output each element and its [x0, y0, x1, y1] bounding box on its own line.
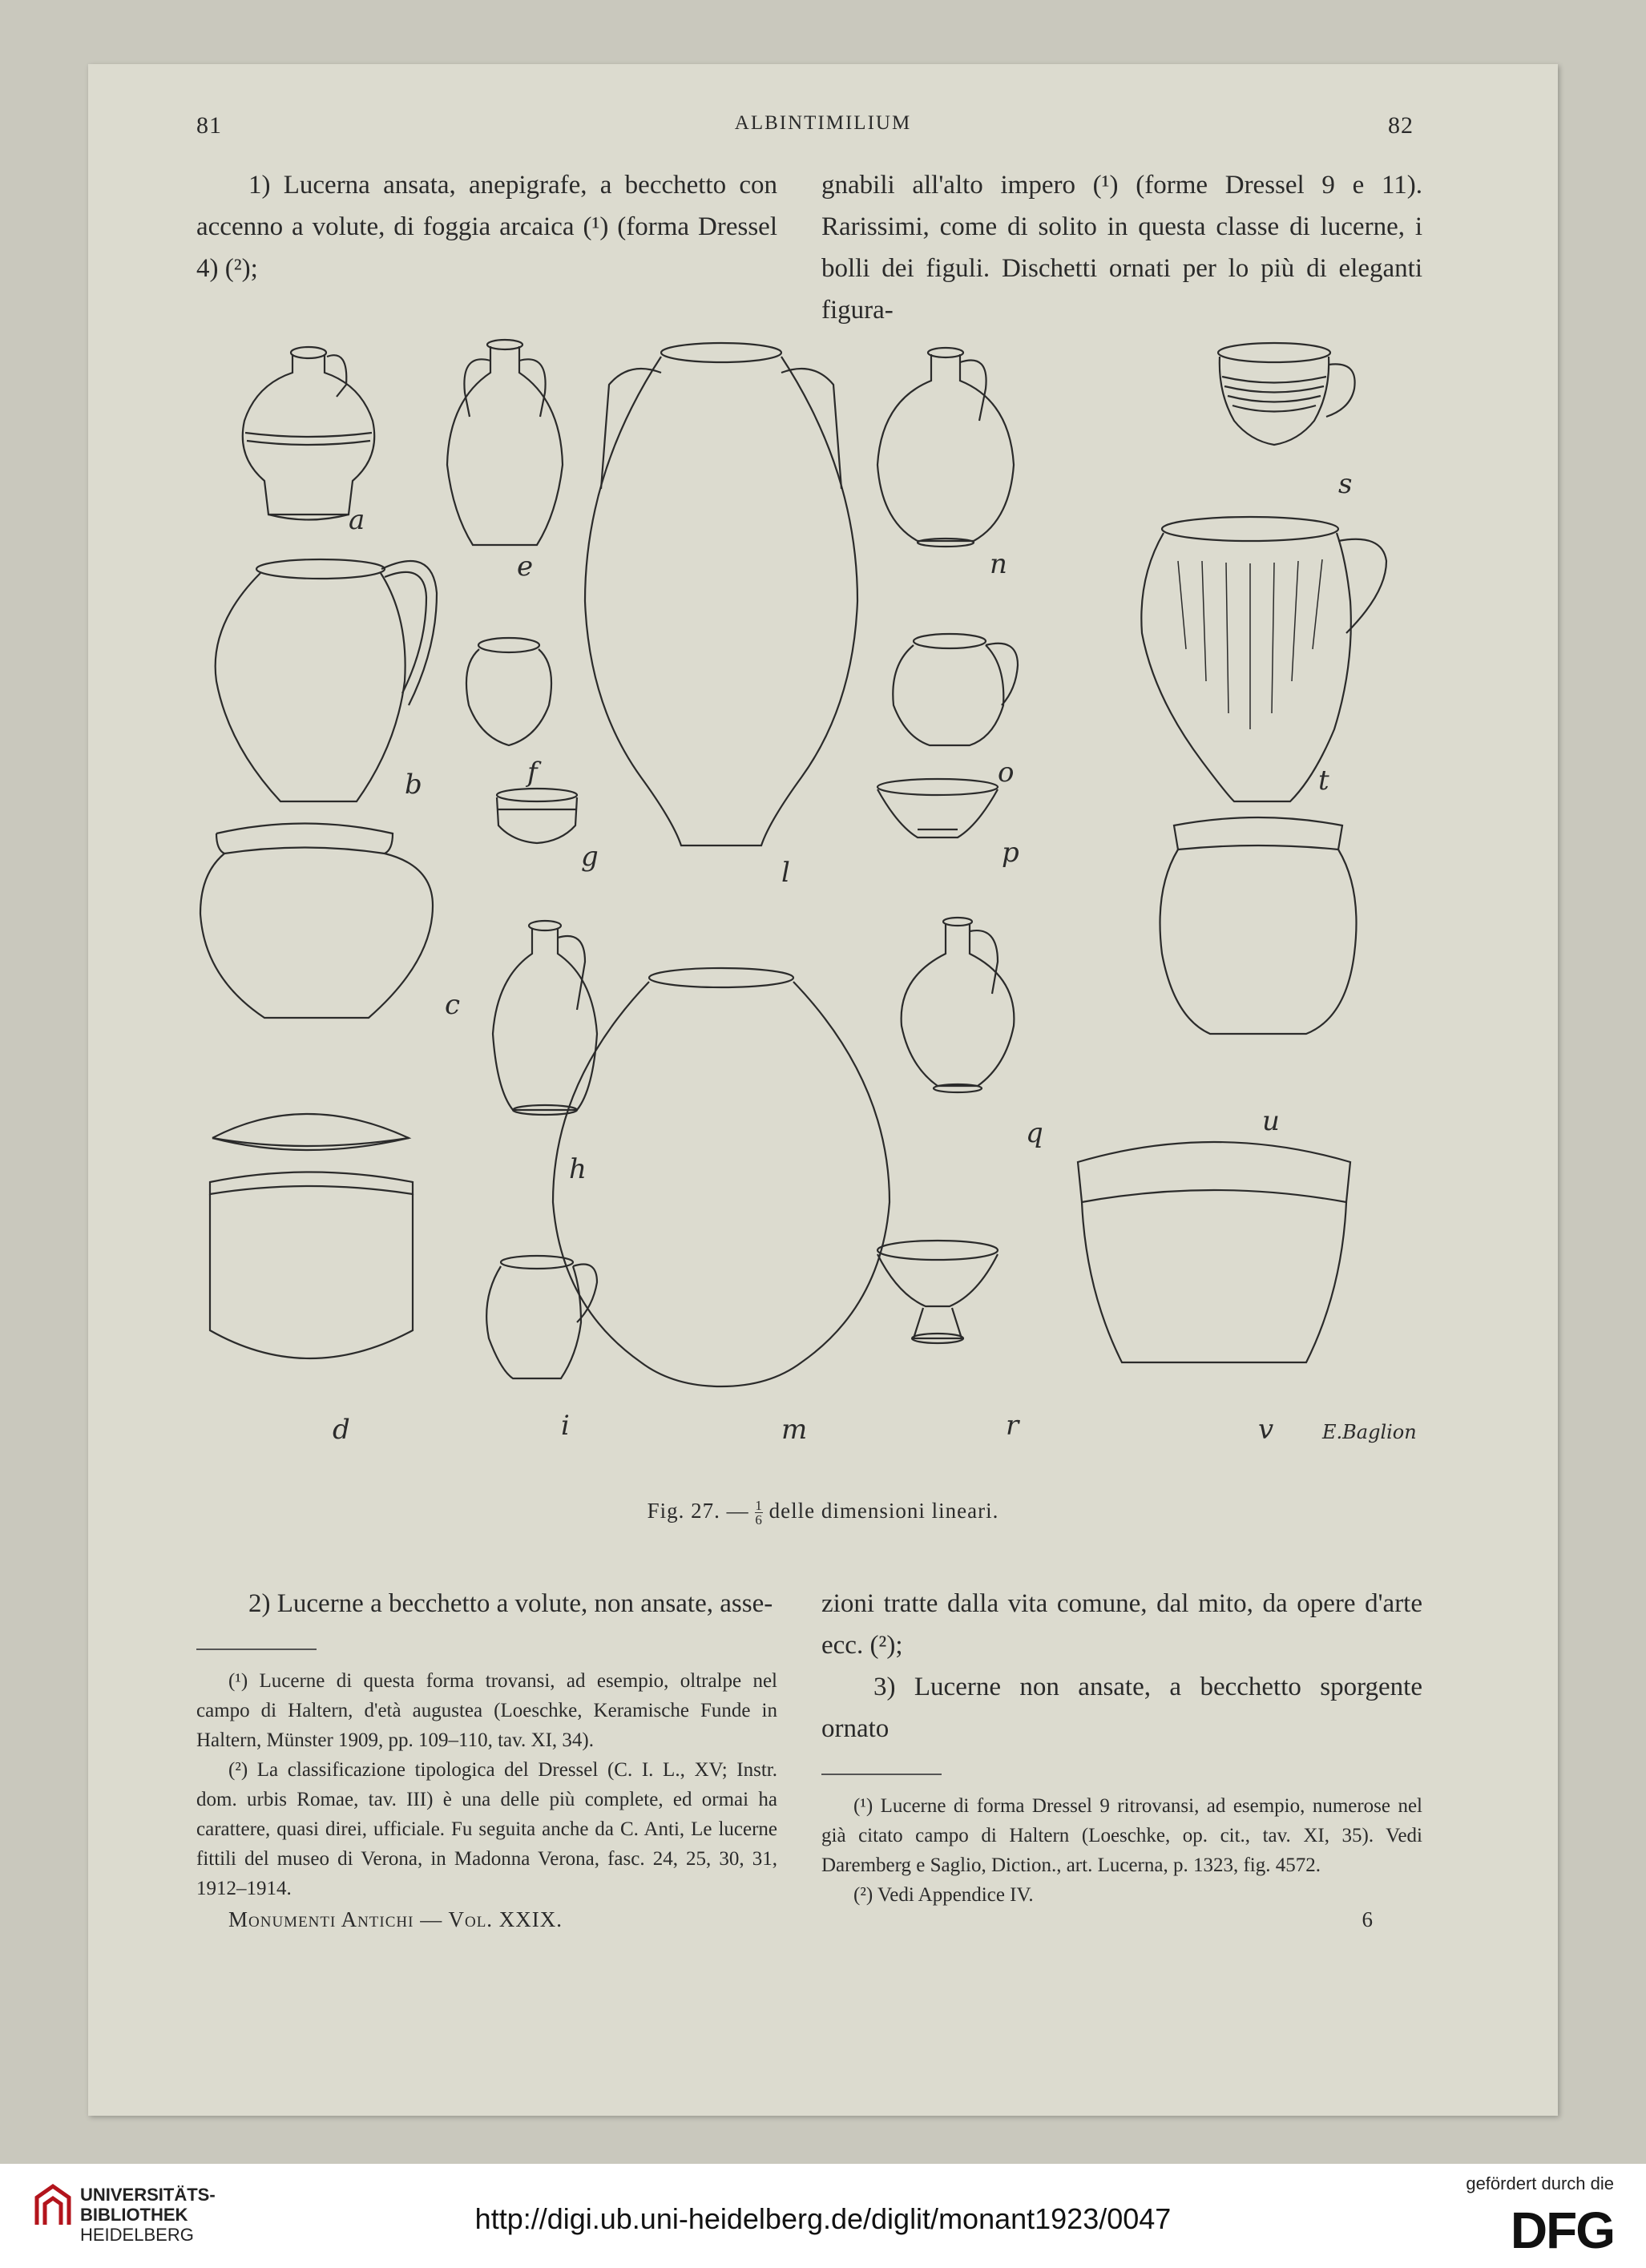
label-l: l	[781, 857, 790, 889]
vessel-d	[210, 1114, 413, 1358]
label-v: v	[1258, 1414, 1274, 1446]
funding-label: gefördert durch die	[1466, 2173, 1614, 2193]
label-b: b	[405, 769, 422, 801]
footnote-2-right: (²) Vedi Appendice IV.	[853, 1884, 1034, 1906]
vessel-q	[902, 918, 1015, 1092]
bottom-left-column	[196, 1583, 777, 1903]
label-e: e	[517, 551, 534, 583]
vessel-a	[243, 347, 374, 520]
footnote-1-right: (¹) Lucerne di forma Dressel 9 ritrovansi, ad esempio, numerose nel già citato campo di Haltern (Loeschke, op. cit., tav. XI, 35). Vedi Daremberg e Saglio, Diction., art. Lucerna, p. 1323, fig. 4572.	[821, 1795, 1422, 1876]
journal-footer: Monumenti Antichi — Vol. XXIX.	[228, 1907, 563, 1931]
paragraph-lucerna-1: 1) Lucerna ansata, anepigrafe, a becchetto con accenno a volute, di foggia arcaica (¹) (forma Dressel 4) (²);	[196, 171, 777, 283]
label-s: s	[1338, 468, 1353, 500]
vessel-p	[877, 779, 998, 837]
bottom-right-column	[821, 1583, 1422, 1910]
running-title: ALBINTIMILIUM	[734, 112, 912, 134]
vessel-o	[893, 634, 1018, 745]
vessel-g	[497, 789, 577, 843]
paragraph-continuation-2: zioni tratte dalla vita comune, dal mito, da opere d'arte ecc. (²);	[821, 1589, 1422, 1660]
paragraph-continuation: gnabili all'alto impero (¹) (forme Dressel 9 e 11). Rarissimi, come di solito in questa classe di lucerne, i bolli dei figuli. Dischetti ornati per lo più di eleganti figura-	[821, 171, 1422, 325]
vessel-n	[877, 348, 1014, 547]
label-t: t	[1318, 765, 1329, 797]
label-u: u	[1262, 1105, 1280, 1137]
vessel-e	[447, 340, 563, 545]
top-left-column	[196, 164, 777, 289]
illustrator-signature: E.Baglion	[1322, 1421, 1417, 1443]
label-p: p	[1002, 837, 1019, 869]
dfg-logo[interactable]: DFG	[1510, 2201, 1614, 2259]
vessel-m	[553, 968, 890, 1386]
figure-caption	[0, 1499, 1646, 1527]
signature-number: 6	[1362, 1907, 1374, 1931]
label-f: f	[527, 757, 538, 789]
vessel-v	[1078, 1142, 1350, 1362]
vessel-r	[877, 1241, 998, 1343]
vessel-f	[466, 638, 551, 745]
footnote-rule	[196, 1649, 317, 1650]
label-i: i	[561, 1410, 570, 1442]
label-g: g	[581, 841, 599, 873]
library-name-line1: UNIVERSITÄTS-	[80, 2185, 216, 2205]
vessel-s	[1218, 343, 1355, 445]
paragraph-lucerne-3: 3) Lucerne non ansate, a becchetto sporgente ornato	[821, 1673, 1422, 1743]
fraction-numerator: 1	[755, 1498, 763, 1514]
vessel-c	[200, 824, 433, 1019]
right-page-number: 82	[1388, 112, 1414, 139]
label-c: c	[445, 989, 461, 1021]
vessel-u	[1160, 817, 1357, 1034]
label-q: q	[1026, 1117, 1043, 1149]
label-r: r	[1006, 1410, 1019, 1442]
library-name-line3: HEIDELBERG	[80, 2225, 194, 2245]
vessel-l	[585, 343, 857, 845]
label-m: m	[781, 1414, 808, 1446]
footnote-1-left: (¹) Lucerne di questa forma trovansi, ad esempio, oltralpe nel campo di Haltern, d'età augustea (Loeschke, Keramische Funde in Haltern, Münster 1909, pp. 109–110, tav. XI, 34).	[196, 1670, 777, 1751]
top-right-column	[821, 164, 1422, 331]
caption-suffix: delle dimensioni lineari.	[769, 1499, 999, 1523]
paragraph-lucerne-2: 2) Lucerne a becchetto a volute, non ansate, asse-	[248, 1589, 773, 1618]
left-page-number: 81	[196, 112, 222, 139]
label-n: n	[990, 548, 1007, 580]
footnote-2-left: (²) La classificazione tipologica del Dressel (C. I. L., XV; Instr. dom. urbis Romae, tav. III) è una delle più complete, ed ormai ha carattere, quasi direi, ufficiale. Fu seguita anche da C. Anti, Le lucerne fittili del museo di Verona, in Madonna Verona, fasc. 24, 25, 30, 31, 1912–1914.	[196, 1759, 777, 1899]
vessel-h	[493, 921, 597, 1115]
pottery-figure	[192, 329, 1442, 1491]
caption-prefix: Fig. 27. —	[647, 1499, 749, 1523]
vessel-t	[1141, 517, 1386, 801]
footnote-rule	[821, 1774, 942, 1775]
label-d: d	[333, 1414, 350, 1446]
scale-fraction	[755, 1499, 763, 1527]
label-o: o	[998, 757, 1015, 789]
library-name-line2: BIBLIOTHEK	[80, 2205, 188, 2225]
fraction-denominator: 6	[755, 1512, 763, 1528]
label-h: h	[569, 1153, 587, 1185]
vessel-b	[216, 559, 437, 801]
permalink-url[interactable]: http://digi.ub.uni-heidelberg.de/diglit/monant1923/0047	[474, 2202, 1172, 2235]
label-a: a	[349, 504, 365, 536]
vessel-i	[486, 1256, 597, 1378]
